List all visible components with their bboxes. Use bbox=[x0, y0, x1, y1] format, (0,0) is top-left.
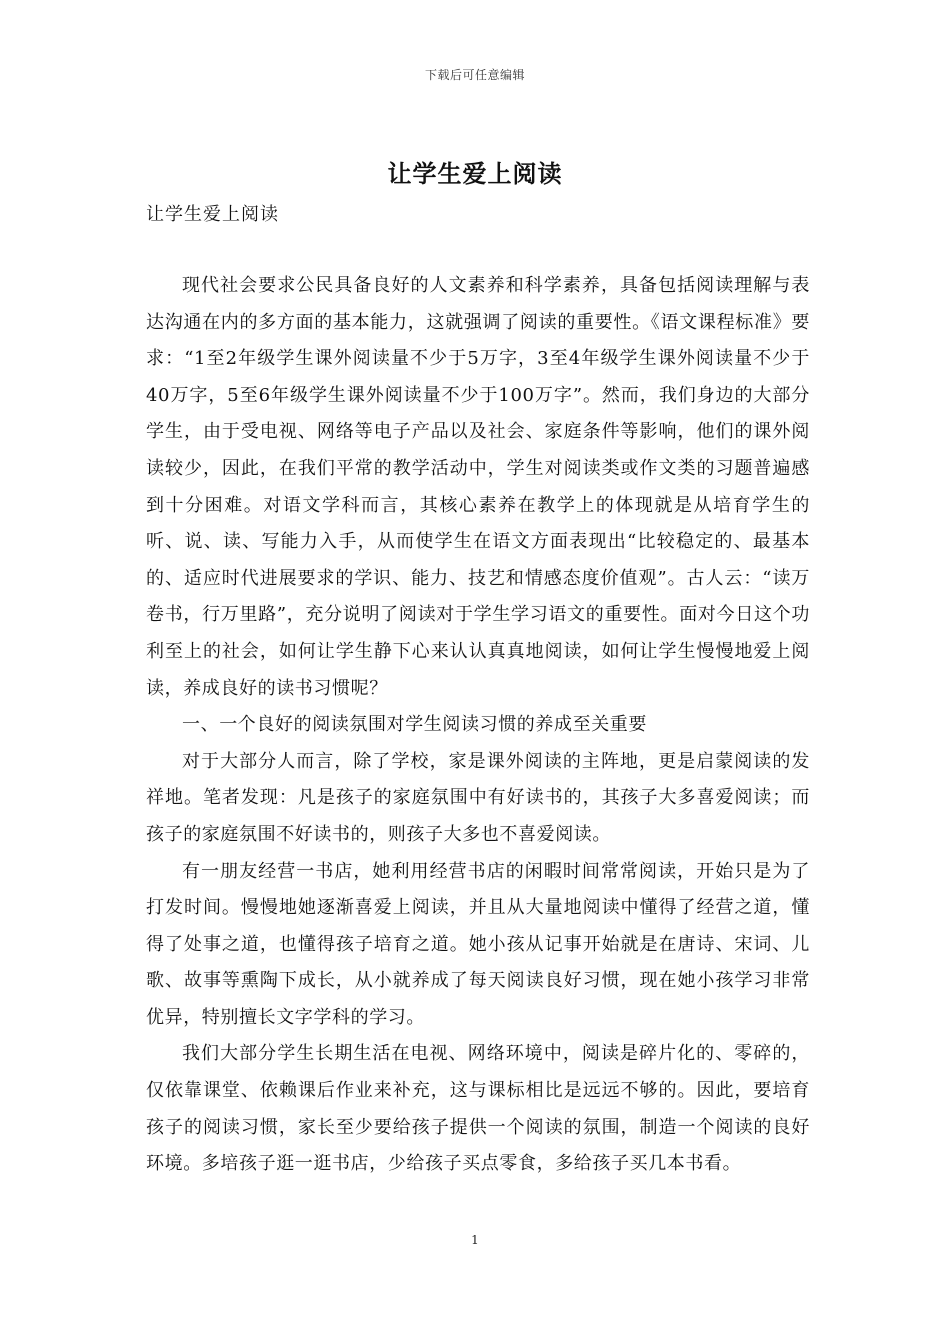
header-note: 下载后可任意编辑 bbox=[424, 68, 525, 82]
document-subtitle: 让学生爱上阅读 bbox=[146, 204, 279, 225]
document-title: 让学生爱上阅读 bbox=[387, 159, 563, 188]
paragraph-family-reading: 对于大部分人而言，除了学校，家是课外阅读的主阵地，更是启蒙阅读的发祥地。笔者发现：凡是孩子的家庭氛围中有好读书的，其孩子大多喜爱阅读；而孩子的家庭氛围不好读书的，则孩子大多也不喜爱阅读。 bbox=[146, 750, 810, 845]
paragraph-intro: 现代社会要求公民具备良好的人文素养和科学素养，具备包括阅读理解与表达沟通在内的多方面的基本能力，这就强调了阅读的重要性。《语文课程标准》要求：“1至2年级学生课外阅读量不少于5万字，3至4年级学生课外阅读量不少于40万字，5至6年级学生课外阅读量不少于100万字”。然而，我们身边的大部分学生，由于受电视、网络等电子产品以及社会、家庭条件等影响，他们的课外阅读较少，因此，在我们平常的教学活动中，学生对阅读类或作文类的习题普遍感到十分困难。对语文学科而言，其核心素养在教学上的体现就是从培育学生的听、说、读、写能力入手，从而使学生在语文方面表现出“比较稳定的、最基本的、适应时代进展要求的学识、能力、技艺和情感态度价值观”。古人云：“读万卷书，行万里路”，充分说明了阅读对于学生学习语文的重要性。面对今日这个功利至上的社会，如何让学生静下心来认认真真地阅读，如何让学生慢慢地爱上阅读，养成良好的读书习惯呢？ bbox=[146, 275, 810, 699]
page-number: 1 bbox=[471, 1233, 479, 1247]
section-heading-1: 一、一个良好的阅读氛围对学生阅读习惯的养成至关重要 bbox=[182, 714, 647, 736]
paragraph-reading-environment: 我们大部分学生长期生活在电视、网络环境中，阅读是碎片化的、零碎的，仅依靠课堂、依赖课后作业来补充，这与课标相比是远远不够的。因此，要培育孩子的阅读习惯，家长至少要给孩子提供一个阅读的氛围，制造一个阅读的良好环境。多培孩子逛一逛书店，少给孩子买点零食，多给孩子买几本书看。 bbox=[146, 1043, 810, 1175]
paragraph-bookstore-friend: 有一朋友经营一书店，她利用经营书店的闲暇时间常常阅读，开始只是为了打发时间。慢慢地她逐渐喜爱上阅读，并且从大量地阅读中懂得了经营之道，懂得了处事之道，也懂得孩子培育之道。她小孩从记事开始就是在唐诗、宋词、儿歌、故事等熏陶下成长，从小就养成了每天阅读良好习惯，现在她小孩学习非常优异，特别擅长文字学科的学习。 bbox=[146, 860, 810, 1028]
document-body bbox=[146, 268, 810, 1183]
